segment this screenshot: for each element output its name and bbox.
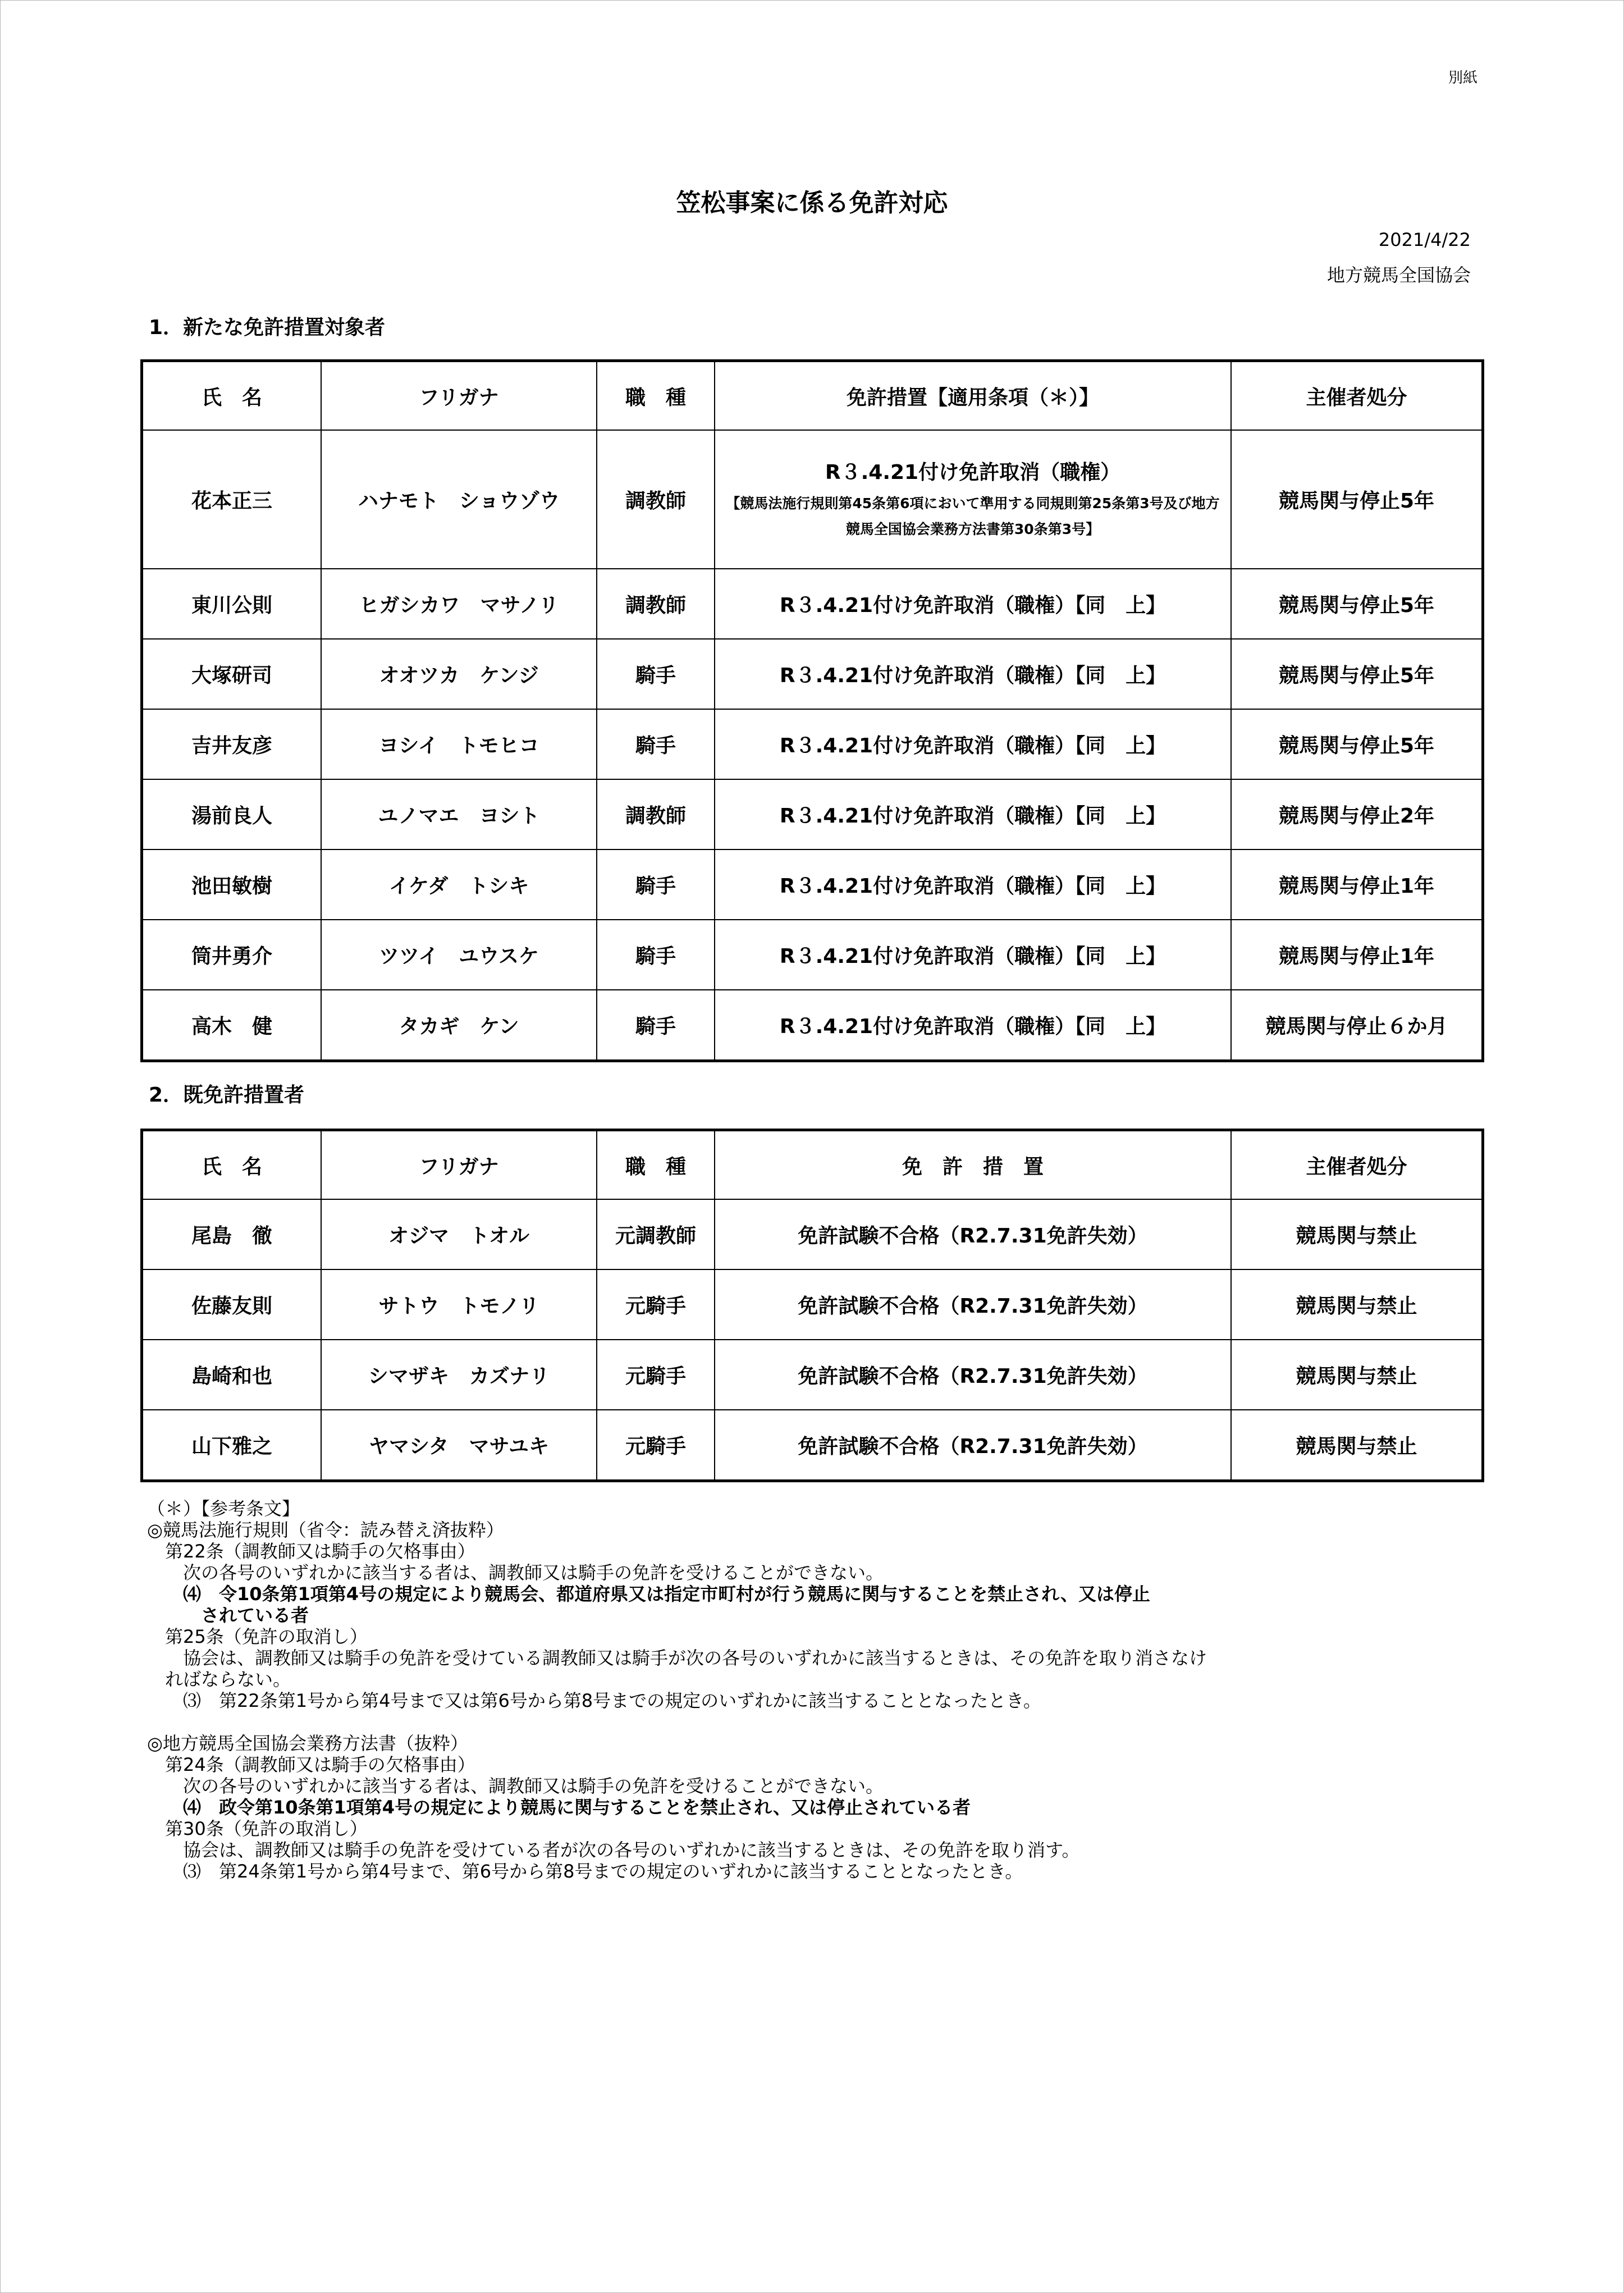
table-header-row (142, 361, 1483, 431)
cell-name: 筒井勇介 (142, 920, 322, 990)
document-date: 2021/4/22 (1378, 229, 1471, 250)
section2-heading: 2．既免許措置者 (149, 1084, 305, 1107)
header-kana: フリガナ (321, 361, 597, 431)
cell-kana: ユノマエ ヨシト (321, 779, 597, 849)
article-22-item4-line1: ⑷ 令10条第1項第4号の規定により競馬会、都道府県又は指定市町村が行う競馬に関与することを禁止され、又は停止 (147, 1583, 1150, 1605)
cell-job: 調教師 (597, 779, 715, 849)
header-name: 氏 名 (142, 1130, 322, 1200)
table-row (142, 1410, 1483, 1481)
cell-kana: ヨシイ トモヒコ (321, 709, 597, 779)
cell-job: 騎手 (597, 920, 715, 990)
spacer (147, 1711, 1494, 1733)
header-penalty: 主催者処分 (1231, 361, 1483, 431)
cell-kana: ツツイ ユウスケ (321, 920, 597, 990)
table-row (142, 990, 1483, 1061)
header-kana: フリガナ (321, 1130, 597, 1200)
cell-penalty: 競馬関与停止5年 (1231, 639, 1483, 709)
cell-job: 騎手 (597, 639, 715, 709)
cell-measure: R３.4.21付け免許取消（職権）【同 上】 (715, 569, 1231, 639)
cell-measure: 免許試験不合格（R2.7.31免許失効） (715, 1199, 1231, 1269)
table-header-row (142, 1130, 1483, 1200)
cell-kana: ヤマシタ マサユキ (321, 1410, 597, 1481)
cell-job: 元調教師 (597, 1199, 715, 1269)
table-row (142, 779, 1483, 849)
cell-measure: 免許試験不合格（R2.7.31免許失効） (715, 1269, 1231, 1340)
article-22-item4-line2: されている者 (147, 1605, 309, 1626)
article-25-title: 第25条（免許の取消し） (147, 1626, 368, 1647)
cell-name: 東川公則 (142, 569, 322, 639)
header-name: 氏 名 (142, 361, 322, 431)
issuing-organization: 地方競馬全国協会 (1326, 264, 1471, 286)
cell-penalty: 競馬関与禁止 (1231, 1410, 1483, 1481)
cell-name: 高木 健 (142, 990, 322, 1061)
article-30-item3: ⑶ 第24条第1号から第4号まで、第6号から第8号までの規定のいずれかに該当することとなったとき。 (147, 1861, 1023, 1882)
document-title: 笠松事案に係る免許対応 (676, 189, 948, 217)
measure-main: R３.4.21付け免許取消（職権） (825, 461, 1121, 484)
measure-clause: 【競馬法施行規則第45条第6項において準用する同規則第25条第3号及び地方競馬全国協会業務方法書第30条第3号】 (726, 495, 1220, 537)
table-row (142, 709, 1483, 779)
cell-name: 島崎和也 (142, 1340, 322, 1410)
cell-penalty: 競馬関与停止2年 (1231, 779, 1483, 849)
table-row (142, 1199, 1483, 1269)
cell-name: 湯前良人 (142, 779, 322, 849)
cell-measure: R３.4.21付け免許取消（職権）【同 上】 (715, 709, 1231, 779)
table-row (142, 569, 1483, 639)
article-25-item3: ⑶ 第22条第1号から第4号まで又は第6号から第8号までの規定のいずれかに該当することとなったとき。 (147, 1690, 1041, 1711)
cell-kana: タカギ ケン (321, 990, 597, 1061)
cell-job: 元騎手 (597, 1410, 715, 1481)
cell-penalty: 競馬関与停止5年 (1231, 709, 1483, 779)
cell-measure: R３.4.21付け免許取消（職権）【同 上】 (715, 990, 1231, 1061)
annex-label: 別紙 (1448, 70, 1478, 86)
header-penalty: 主催者処分 (1231, 1130, 1483, 1200)
cell-kana: ハナモト ショウゾウ (321, 430, 597, 569)
cell-measure: R３.4.21付け免許取消（職権）【同 上】 (715, 639, 1231, 709)
cell-measure: R３.4.21付け免許取消（職権）【同 上】 (715, 779, 1231, 849)
article-25-body-line2: ればならない。 (147, 1669, 291, 1690)
cell-penalty: 競馬関与禁止 (1231, 1199, 1483, 1269)
table-row (142, 1340, 1483, 1410)
cell-job: 騎手 (597, 849, 715, 920)
cell-penalty: 競馬関与停止5年 (1231, 569, 1483, 639)
cell-job: 騎手 (597, 709, 715, 779)
article-25-body-line1: 協会は、調教師又は騎手の免許を受けている調教師又は騎手が次の各号のいずれかに該当するときは、その免許を取り消さなけ (147, 1647, 1207, 1669)
reference-notes (147, 1498, 1494, 1882)
cell-measure: R３.4.21付け免許取消（職権）【同 上】 (715, 849, 1231, 920)
cell-penalty: 競馬関与停止６か月 (1231, 990, 1483, 1061)
cell-job: 調教師 (597, 569, 715, 639)
table-row (142, 639, 1483, 709)
table-row (142, 920, 1483, 990)
new-measures-table (140, 359, 1484, 1062)
cell-kana: サトウ トモノリ (321, 1269, 597, 1340)
law2-title: ◎地方競馬全国協会業務方法書（抜粋） (147, 1733, 468, 1754)
table-row (142, 849, 1483, 920)
cell-name: 池田敏樹 (142, 849, 322, 920)
header-job: 職 種 (597, 361, 715, 431)
notes-heading: （＊）【参考条文】 (147, 1498, 300, 1519)
cell-name: 佐藤友則 (142, 1269, 322, 1340)
cell-name: 花本正三 (142, 430, 322, 569)
article-30-title: 第30条（免許の取消し） (147, 1818, 368, 1839)
cell-job: 元騎手 (597, 1340, 715, 1410)
cell-measure: R３.4.21付け免許取消（職権）【同 上】 (715, 920, 1231, 990)
article-22-title: 第22条（調教師又は騎手の欠格事由） (147, 1541, 475, 1562)
article-24-title: 第24条（調教師又は騎手の欠格事由） (147, 1754, 475, 1775)
header-measure: 免許措置【適用条項（＊）】 (715, 361, 1231, 431)
cell-kana: オオツカ ケンジ (321, 639, 597, 709)
cell-penalty: 競馬関与禁止 (1231, 1340, 1483, 1410)
cell-kana: シマザキ カズナリ (321, 1340, 597, 1410)
law1-title: ◎競馬法施行規則（省令：読み替え済抜粋） (147, 1519, 504, 1541)
cell-name: 尾島 徹 (142, 1199, 322, 1269)
table-row (142, 430, 1483, 569)
cell-kana: イケダ トシキ (321, 849, 597, 920)
table-row (142, 1269, 1483, 1340)
cell-measure (715, 430, 1231, 569)
cell-measure: 免許試験不合格（R2.7.31免許失効） (715, 1410, 1231, 1481)
cell-name: 山下雅之 (142, 1410, 322, 1481)
article-30-body: 協会は、調教師又は騎手の免許を受けている者が次の各号のいずれかに該当するときは、その免許を取り消す。 (147, 1839, 1080, 1861)
cell-job: 騎手 (597, 990, 715, 1061)
cell-penalty: 競馬関与停止5年 (1231, 430, 1483, 569)
cell-measure: 免許試験不合格（R2.7.31免許失効） (715, 1340, 1231, 1410)
cell-job: 元騎手 (597, 1269, 715, 1340)
article-22-body: 次の各号のいずれかに該当する者は、調教師又は騎手の免許を受けることができない。 (147, 1562, 884, 1583)
article-24-item4: ⑷ 政令第10条第1項第4号の規定により競馬に関与することを禁止され、又は停止されている者 (147, 1797, 971, 1818)
cell-penalty: 競馬関与停止1年 (1231, 920, 1483, 990)
cell-name: 大塚研司 (142, 639, 322, 709)
existing-measures-table (140, 1129, 1484, 1482)
cell-name: 吉井友彦 (142, 709, 322, 779)
cell-job: 調教師 (597, 430, 715, 569)
cell-kana: オジマ トオル (321, 1199, 597, 1269)
header-measure: 免 許 措 置 (715, 1130, 1231, 1200)
cell-penalty: 競馬関与停止1年 (1231, 849, 1483, 920)
cell-kana: ヒガシカワ マサノリ (321, 569, 597, 639)
section1-heading: 1．新たな免許措置対象者 (149, 316, 386, 339)
article-24-body: 次の各号のいずれかに該当する者は、調教師又は騎手の免許を受けることができない。 (147, 1775, 884, 1797)
header-job: 職 種 (597, 1130, 715, 1200)
cell-penalty: 競馬関与禁止 (1231, 1269, 1483, 1340)
